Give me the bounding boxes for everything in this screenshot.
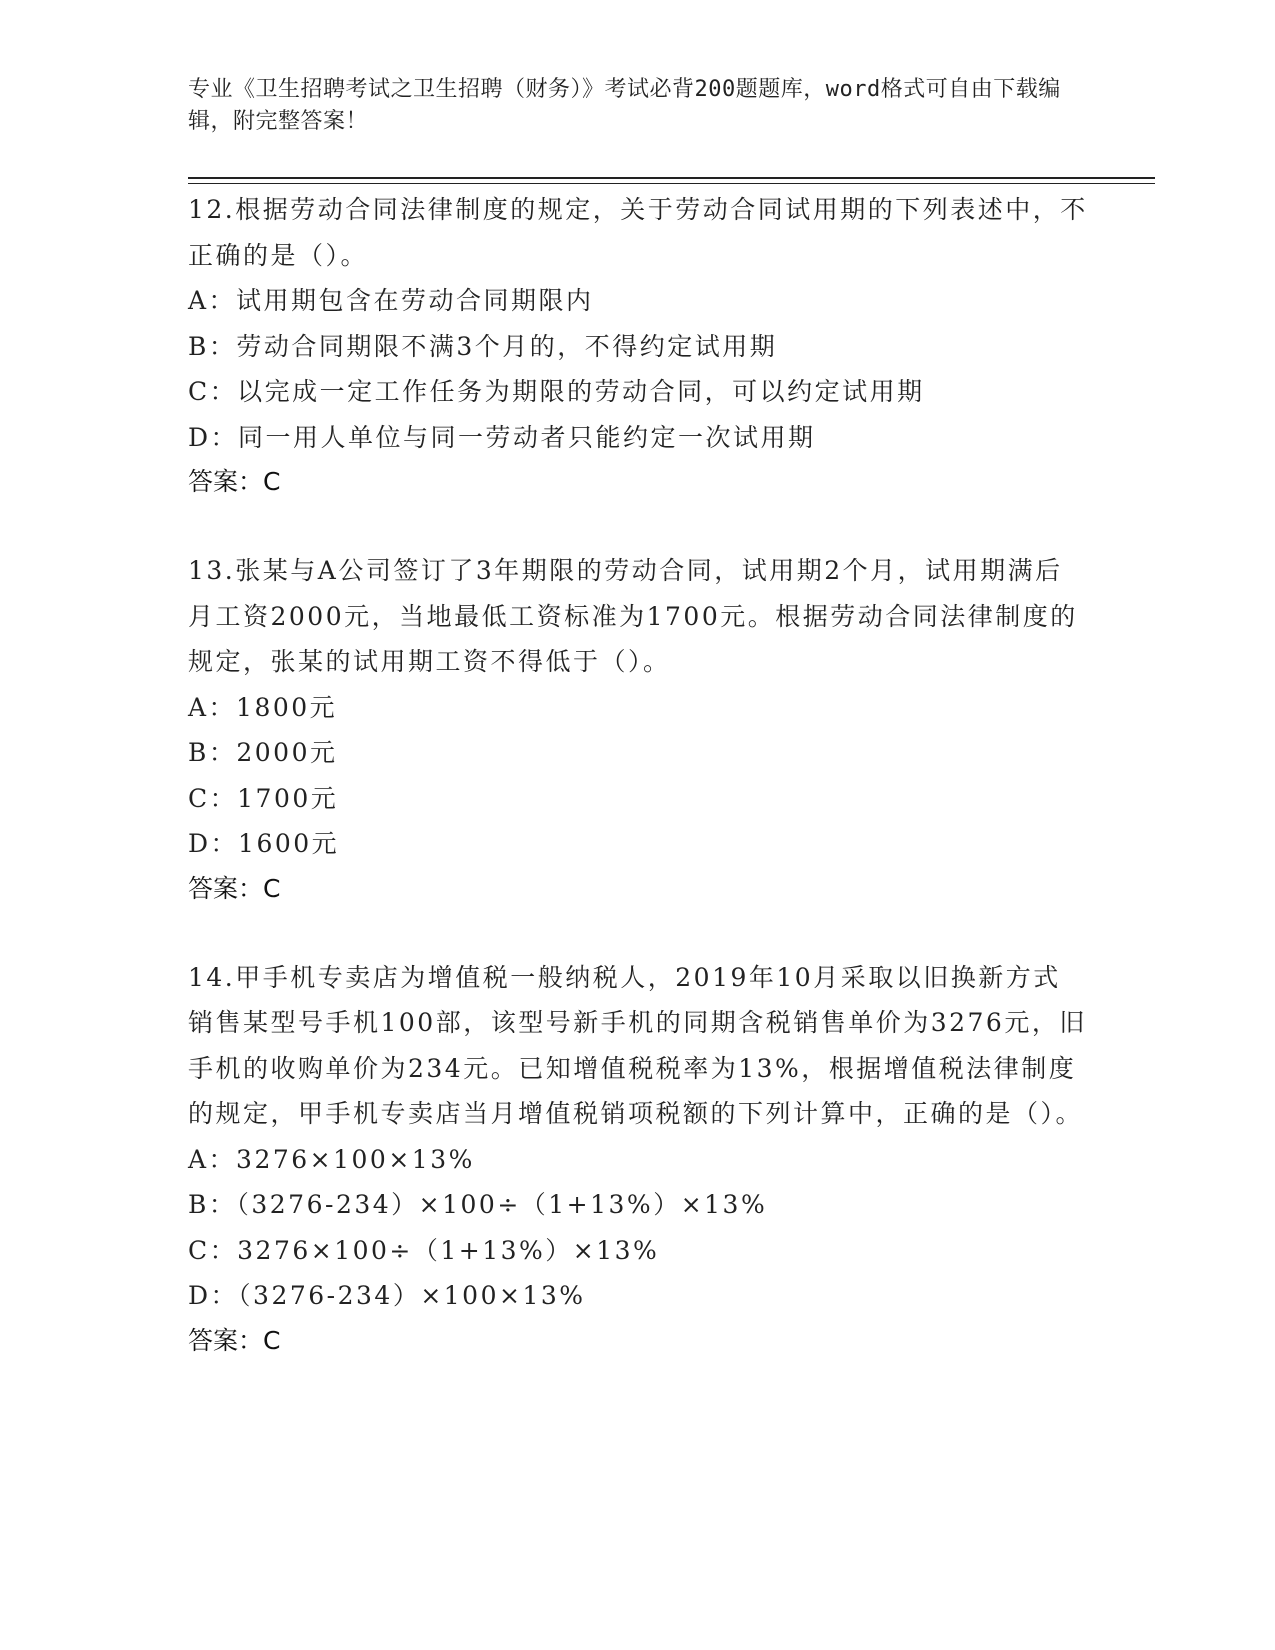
option-a: A：试用期包含在劳动合同期限内 — [188, 286, 594, 315]
answer-line: 答案：C — [188, 873, 281, 903]
option-d: D：（3276-234）×100×13% — [188, 1281, 586, 1310]
option-list — [188, 278, 1088, 460]
option-list — [188, 685, 1088, 867]
answer-line: 答案：C — [188, 1325, 281, 1355]
option-d: D：同一用人单位与同一劳动者只能约定一次试用期 — [188, 422, 816, 452]
question-12 — [188, 187, 1088, 504]
option-c: C：3276×100÷（1+13%）×13% — [188, 1235, 660, 1265]
header-divider-thin — [188, 183, 1155, 184]
header-divider-thick — [188, 177, 1155, 179]
option-a: A：3276×100×13% — [188, 1144, 475, 1174]
question-stem: 13.张某与A公司签订了3年期限的劳动合同，试用期2个月，试用期满后月工资2000元，当地最低工资标准为1700元。根据劳动合同法律制度的规定，张某的试用期工资不得低于（）。 — [188, 556, 1078, 676]
option-c: C：以完成一定工作任务为期限的劳动合同，可以约定试用期 — [188, 377, 925, 406]
option-list — [188, 1137, 1088, 1319]
question-stem: 12.根据劳动合同法律制度的规定，关于劳动合同试用期的下列表述中，不正确的是（）。 — [188, 195, 1088, 270]
option-b: B：（3276-234）×100÷（1+13%）×13% — [188, 1190, 768, 1219]
question-list — [188, 187, 1088, 1363]
document-header: 专业《卫生招聘考试之卫生招聘（财务）》考试必背200题题库，word格式可自由下载编辑，附完整答案！ — [188, 77, 1061, 134]
question-14 — [188, 955, 1088, 1363]
question-13 — [188, 548, 1088, 911]
option-b: B：2000元 — [188, 738, 338, 767]
option-c: C：1700元 — [188, 783, 339, 813]
question-stem: 14.甲手机专卖店为增值税一般纳税人，2019年10月采取以旧换新方式销售某型号手机100部，该型号新手机的同期含税销售单价为3276元，旧手机的收购单价为234元。已知增值税税率为13%，根据增值税法律制度的规定，甲手机专卖店当月增值税销项税额的下列计算中，正确的是（）。 — [188, 962, 1087, 1128]
answer-line: 答案：C — [188, 467, 281, 496]
option-a: A：1800元 — [188, 692, 338, 722]
option-d: D：1600元 — [188, 829, 340, 858]
option-b: B：劳动合同期限不满3个月的，不得约定试用期 — [188, 331, 778, 361]
